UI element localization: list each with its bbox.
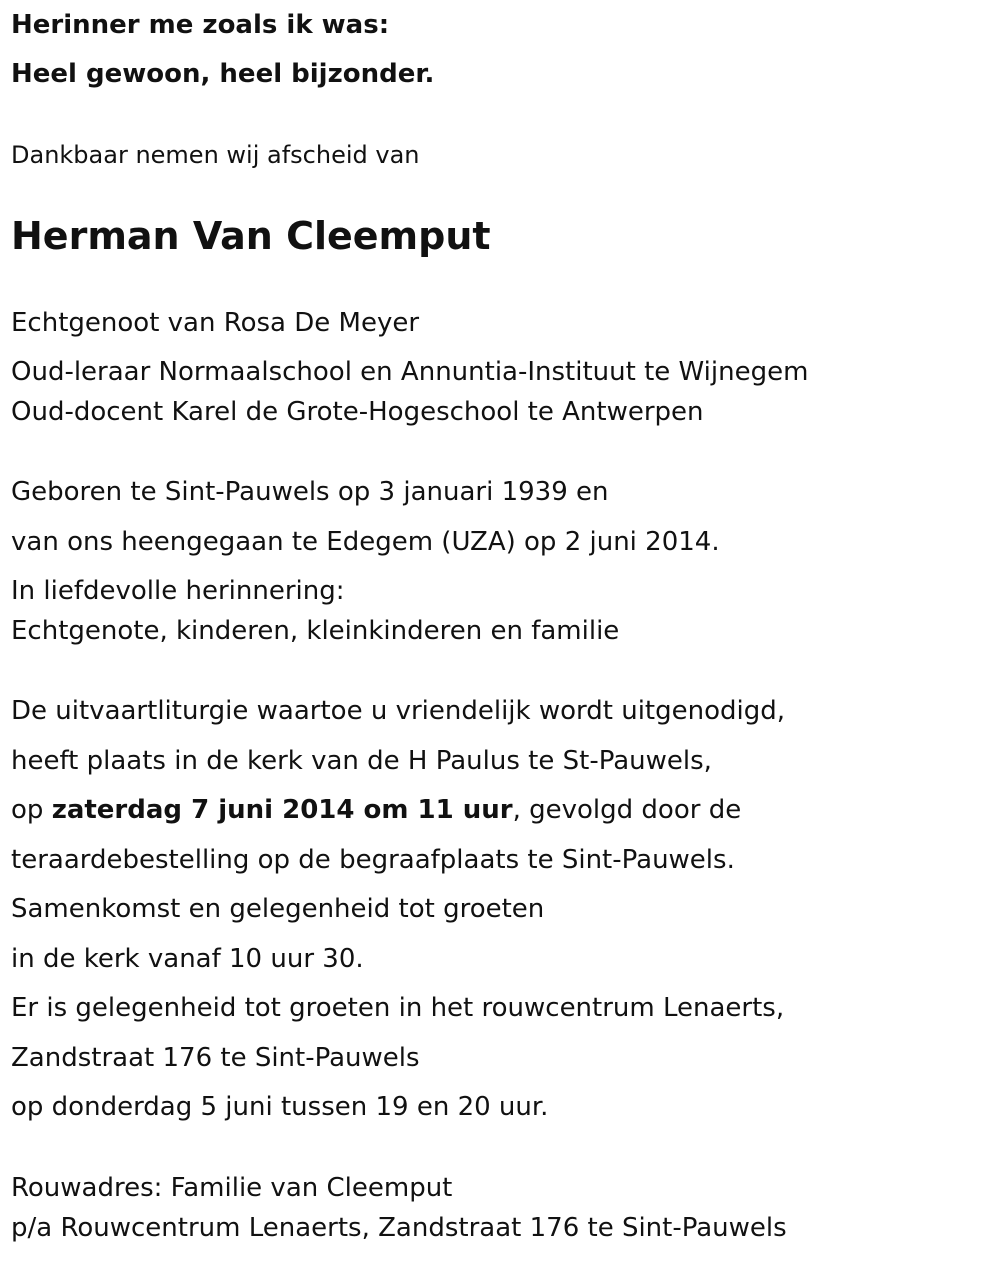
funeral-line-6: in de kerk vanaf 10 uur 30. xyxy=(11,944,364,974)
birth-line: Geboren te Sint-Pauwels op 3 januari 1939 en xyxy=(11,477,609,507)
funeral-line-9: op donderdag 5 juni tussen 19 en 20 uur. xyxy=(11,1092,549,1122)
deceased-name: Herman Van Cleemput xyxy=(11,214,491,258)
family-line: Echtgenote, kinderen, kleinkinderen en familie xyxy=(11,616,620,646)
career-line-1: Oud-leraar Normaalschool en Annuntia-Instituut te Wijnegem xyxy=(11,357,809,387)
funeral-line-8: Zandstraat 176 te Sint-Pauwels xyxy=(11,1043,420,1073)
address-line-1: Rouwadres: Familie van Cleemput xyxy=(11,1173,453,1203)
funeral-line-2: heeft plaats in de kerk van de H Paulus te St-Pauwels, xyxy=(11,746,712,776)
death-line: van ons heengegaan te Edegem (UZA) op 2 juni 2014. xyxy=(11,527,720,557)
career-line-2: Oud-docent Karel de Grote-Hogeschool te Antwerpen xyxy=(11,397,704,427)
address-line-2: p/a Rouwcentrum Lenaerts, Zandstraat 176 te Sint-Pauwels xyxy=(11,1213,787,1243)
funeral-line-1: De uitvaartliturgie waartoe u vriendelijk wordt uitgenodigd, xyxy=(11,696,785,726)
funeral-date-time: zaterdag 7 juni 2014 om 11 uur xyxy=(51,795,513,825)
funeral-line-3-suffix: , gevolgd door de xyxy=(512,795,742,825)
spouse-line: Echtgenoot van Rosa De Meyer xyxy=(11,308,420,338)
intro-text: Dankbaar nemen wij afscheid van xyxy=(11,141,420,169)
funeral-line-4: teraardebestelling op de begraafplaats te Sint-Pauwels. xyxy=(11,845,735,875)
funeral-line-7: Er is gelegenheid tot groeten in het rouwcentrum Lenaerts, xyxy=(11,993,785,1023)
funeral-line-5: Samenkomst en gelegenheid tot groeten xyxy=(11,894,545,924)
funeral-line-3-prefix: op xyxy=(11,795,52,825)
memory-label: In liefdevolle herinnering: xyxy=(11,576,345,606)
motto-line-1: Herinner me zoals ik was: xyxy=(11,10,390,40)
funeral-line-3 xyxy=(11,795,741,825)
motto-line-2: Heel gewoon, heel bijzonder. xyxy=(11,59,435,89)
